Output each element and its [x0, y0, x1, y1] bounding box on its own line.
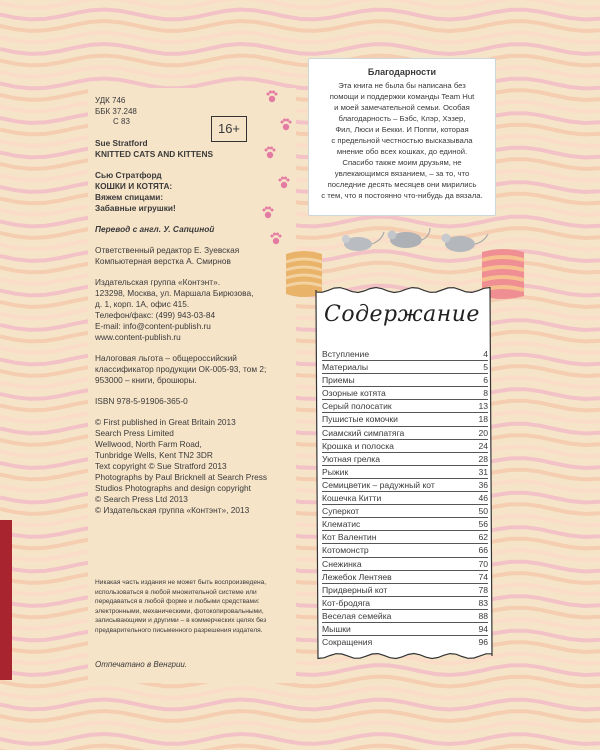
- red-side-tab: [0, 520, 12, 680]
- background-stripe: [0, 711, 600, 721]
- translation-credit: Перевод с англ. У. Сапциной: [95, 223, 215, 234]
- toc-entry[interactable]: [322, 571, 488, 584]
- acknowledgements-line: Спасибо также моим друзьям, не: [342, 158, 462, 167]
- publisher-line: д. 1, корп. 1А, офис 415.: [95, 298, 190, 309]
- background-stripe: [0, 10, 600, 20]
- background-stripe: [0, 33, 600, 43]
- toc-entry[interactable]: [322, 610, 488, 623]
- table-of-contents: [310, 280, 498, 666]
- copyright-block: [95, 417, 295, 516]
- background-stripe: [0, 0, 600, 8]
- toc-entry-title: Пушистые комочки: [322, 414, 398, 425]
- background-stripe: [0, 734, 600, 744]
- toc-entry-page: 78: [478, 584, 488, 595]
- copyright-line: Wellwood, North Farm Road,: [95, 438, 202, 449]
- title-ru-line: Вяжем спицами:: [95, 191, 164, 202]
- rights-notice: [95, 578, 295, 636]
- toc-entry-title: Приемы: [322, 375, 355, 386]
- toc-entry-title: Кошечка Китти: [322, 493, 382, 504]
- background-stripe: [0, 79, 600, 89]
- toc-entry-page: 70: [478, 558, 488, 569]
- acknowledgements-title: Благодарности: [367, 67, 437, 77]
- toc-entry[interactable]: [322, 597, 488, 610]
- acknowledgements-line: помощи и поддержки команды Team Hut: [329, 92, 475, 101]
- age-rating-badge: 16+: [211, 116, 247, 142]
- toc-entry-title: Рыжик: [322, 466, 349, 477]
- toc-entry-title: Суперкот: [322, 506, 360, 517]
- toc-list: [322, 348, 488, 649]
- toc-entry-page: 36: [478, 479, 488, 490]
- udk-line: УДК 746: [95, 96, 126, 105]
- toc-entry-title: Уютная грелка: [322, 453, 380, 464]
- publisher-email: E-mail: info@content-publish.ru: [95, 320, 211, 331]
- copyright-line: Search Press Limited: [95, 427, 174, 438]
- toc-entry[interactable]: [322, 374, 488, 387]
- toc-entry-page: 28: [478, 453, 488, 464]
- author-code-line: С 83: [113, 117, 130, 126]
- background-stripe: [0, 688, 600, 698]
- toc-entry[interactable]: [322, 623, 488, 636]
- toc-entry[interactable]: [322, 584, 488, 597]
- toc-entry-page: 62: [478, 532, 488, 543]
- publisher-line: Телефон/факс: (499) 943-03-84: [95, 309, 216, 320]
- copyright-line: © Search Press Ltd 2013: [95, 493, 188, 504]
- toc-entry-page: 46: [478, 493, 488, 504]
- editor-credit: Ответственный редактор Е. Зуевская: [95, 244, 240, 255]
- copyright-line: Studios Photographs and design copyright: [95, 482, 251, 493]
- tax-line: Налоговая льгота – общероссийский: [95, 352, 237, 363]
- toc-entry-title: Лежебок Лентяев: [322, 571, 392, 582]
- toc-entry-title: Серый полосатик: [322, 401, 392, 412]
- acknowledgements-line: Эта книга не была бы написана без: [338, 81, 466, 90]
- toc-entry[interactable]: [322, 453, 488, 466]
- author-ru: Сью Стратфорд: [95, 169, 162, 180]
- printed-in: Отпечатано в Венгрии.: [95, 660, 188, 669]
- toc-entry-title: Вступление: [322, 349, 370, 359]
- publisher-website: www.content-publish.ru: [95, 331, 181, 342]
- publisher-line: Издательская группа «Контэнт».: [95, 276, 221, 287]
- acknowledgements-line: последние десять месяцев они мирились: [327, 180, 477, 189]
- toc-entry-page: 20: [478, 427, 488, 438]
- acknowledgements-line: увлекающимся вязанием, – за то, что: [334, 169, 470, 178]
- toc-entry-page: 66: [478, 545, 488, 556]
- toc-entry[interactable]: [322, 361, 488, 374]
- toc-entry[interactable]: [322, 479, 488, 492]
- notice-line: предварительного письменного разрешения издателя.: [95, 626, 263, 634]
- acknowledgements-line: Фил, Люси и Бекки. И Поппи, которая: [335, 125, 469, 134]
- toc-entry-page: 6: [483, 375, 488, 386]
- toc-entry-title: Материалы: [322, 362, 369, 373]
- toc-entry-page: 96: [478, 637, 488, 648]
- toc-entry[interactable]: [322, 531, 488, 544]
- toc-entry-title: Кот-бродяга: [322, 597, 371, 608]
- toc-entry[interactable]: [322, 440, 488, 453]
- toc-entry-page: 74: [478, 571, 488, 582]
- toc-entry-title: Сокращения: [322, 637, 373, 648]
- toc-entry-page: 50: [478, 506, 488, 517]
- layout-credit: Компьютерная верстка А. Смирнов: [95, 255, 231, 266]
- copyright-line: © First published in Great Britain 2013: [95, 416, 236, 427]
- notice-line: передаваться в любой форме и любыми средствами:: [95, 598, 260, 606]
- notice-line: использоваться в любой множительной системе или: [95, 588, 257, 596]
- isbn: ISBN 978-5-91906-365-0: [95, 395, 188, 406]
- toc-entry-page: 88: [478, 610, 488, 621]
- toc-entry-title: Придверный кот: [322, 584, 388, 595]
- toc-entry-title: Семицветик – радужный кот: [322, 479, 435, 490]
- title-ru-line: КОШКИ И КОТЯТА:: [95, 180, 173, 191]
- toc-entry[interactable]: [322, 505, 488, 518]
- toc-entry[interactable]: [322, 348, 488, 361]
- toc-entry-title: Сиамский симпатяга: [322, 427, 405, 438]
- background-stripe: [0, 700, 600, 710]
- toc-entry-page: 56: [478, 519, 488, 530]
- toc-title: Содержание: [324, 302, 480, 327]
- publisher-line: 123298, Москва, ул. Маршала Бирюзова,: [95, 287, 254, 298]
- toc-entry-page: 83: [478, 597, 488, 608]
- toc-entry-page: 94: [478, 623, 488, 634]
- toc-entry-page: 5: [483, 362, 488, 373]
- notice-line: Никакая часть издания не может быть воспроизведена,: [95, 579, 267, 586]
- bbk-line: ББК 37.248: [95, 106, 137, 116]
- toc-entry-page: 8: [483, 388, 488, 399]
- notice-line: записывающими и другими – в коммерческих целях без: [95, 617, 267, 625]
- background-stripe: [0, 723, 600, 733]
- toc-entry[interactable]: [322, 400, 488, 413]
- toc-entry-page: 13: [478, 401, 488, 412]
- background-stripe: [0, 21, 600, 31]
- copyright-line: © Издательская группа «Контэнт», 2013: [95, 504, 250, 515]
- notice-line: электронными, механическими, фотокопировальными,: [95, 607, 264, 615]
- toc-entry-title: Веселая семейка: [322, 610, 392, 621]
- toc-entry-page: 24: [478, 440, 488, 451]
- toc-entry-page: 31: [478, 466, 488, 477]
- acknowledgements-line: благодарность – Бэбс, Клэр, Хэзер,: [338, 114, 466, 123]
- toc-entry[interactable]: [322, 387, 488, 400]
- toc-entry[interactable]: [322, 492, 488, 505]
- tax-line: классификатор продукции ОК-005-93, том 2;: [95, 363, 267, 374]
- toc-entry-page: 18: [478, 414, 488, 425]
- toc-entry[interactable]: [322, 558, 488, 571]
- toc-entry-page: 4: [483, 349, 488, 359]
- copyright-line: Tunbridge Wells, Kent TN2 3DR: [95, 449, 213, 460]
- toc-entry[interactable]: [322, 466, 488, 479]
- toc-entry-title: Озорные котята: [322, 388, 386, 399]
- acknowledgements-line: мнение обо всех кошках, до единой.: [336, 147, 468, 156]
- acknowledgements-line: и моей замечательной семьи. Особая: [334, 103, 470, 112]
- toc-entry-title: Кот Валентин: [322, 532, 377, 543]
- toc-entry[interactable]: [322, 413, 488, 426]
- toc-entry-title: Котомонстр: [322, 545, 369, 556]
- toc-entry[interactable]: [322, 427, 488, 440]
- imprint-block: [95, 96, 295, 516]
- acknowledgements-line: с предельной честностью высказывала: [331, 136, 473, 145]
- toc-entry-title: Клематис: [322, 519, 361, 530]
- toc-entry-title: Снежинка: [322, 558, 362, 569]
- toc-entry[interactable]: [322, 636, 488, 649]
- toc-entry-title: Крошка и полоска: [322, 440, 394, 451]
- toc-entry[interactable]: [322, 544, 488, 557]
- background-stripe: [0, 56, 600, 66]
- background-stripe: [0, 67, 600, 77]
- author-en: Sue Stratford: [95, 137, 148, 148]
- copyright-line: Photographs by Paul Bricknell at Search Press: [95, 471, 268, 482]
- title-ru-line: Забавные игрушки!: [95, 202, 176, 213]
- background-stripe: [0, 44, 600, 54]
- copyright-line: Text copyright © Sue Stratford 2013: [95, 460, 227, 471]
- title-en: KNITTED CATS AND KITTENS: [95, 148, 213, 159]
- udk-block: [95, 96, 295, 128]
- toc-entry[interactable]: [322, 518, 488, 531]
- acknowledgements-box: [308, 58, 496, 216]
- acknowledgements-line: с тем, что я постоянно что-нибудь да вязала.: [321, 191, 483, 200]
- background-stripe: [0, 746, 600, 750]
- tax-line: 953000 – книги, брошюры.: [95, 374, 197, 385]
- toc-entry-title: Мышки: [322, 623, 351, 634]
